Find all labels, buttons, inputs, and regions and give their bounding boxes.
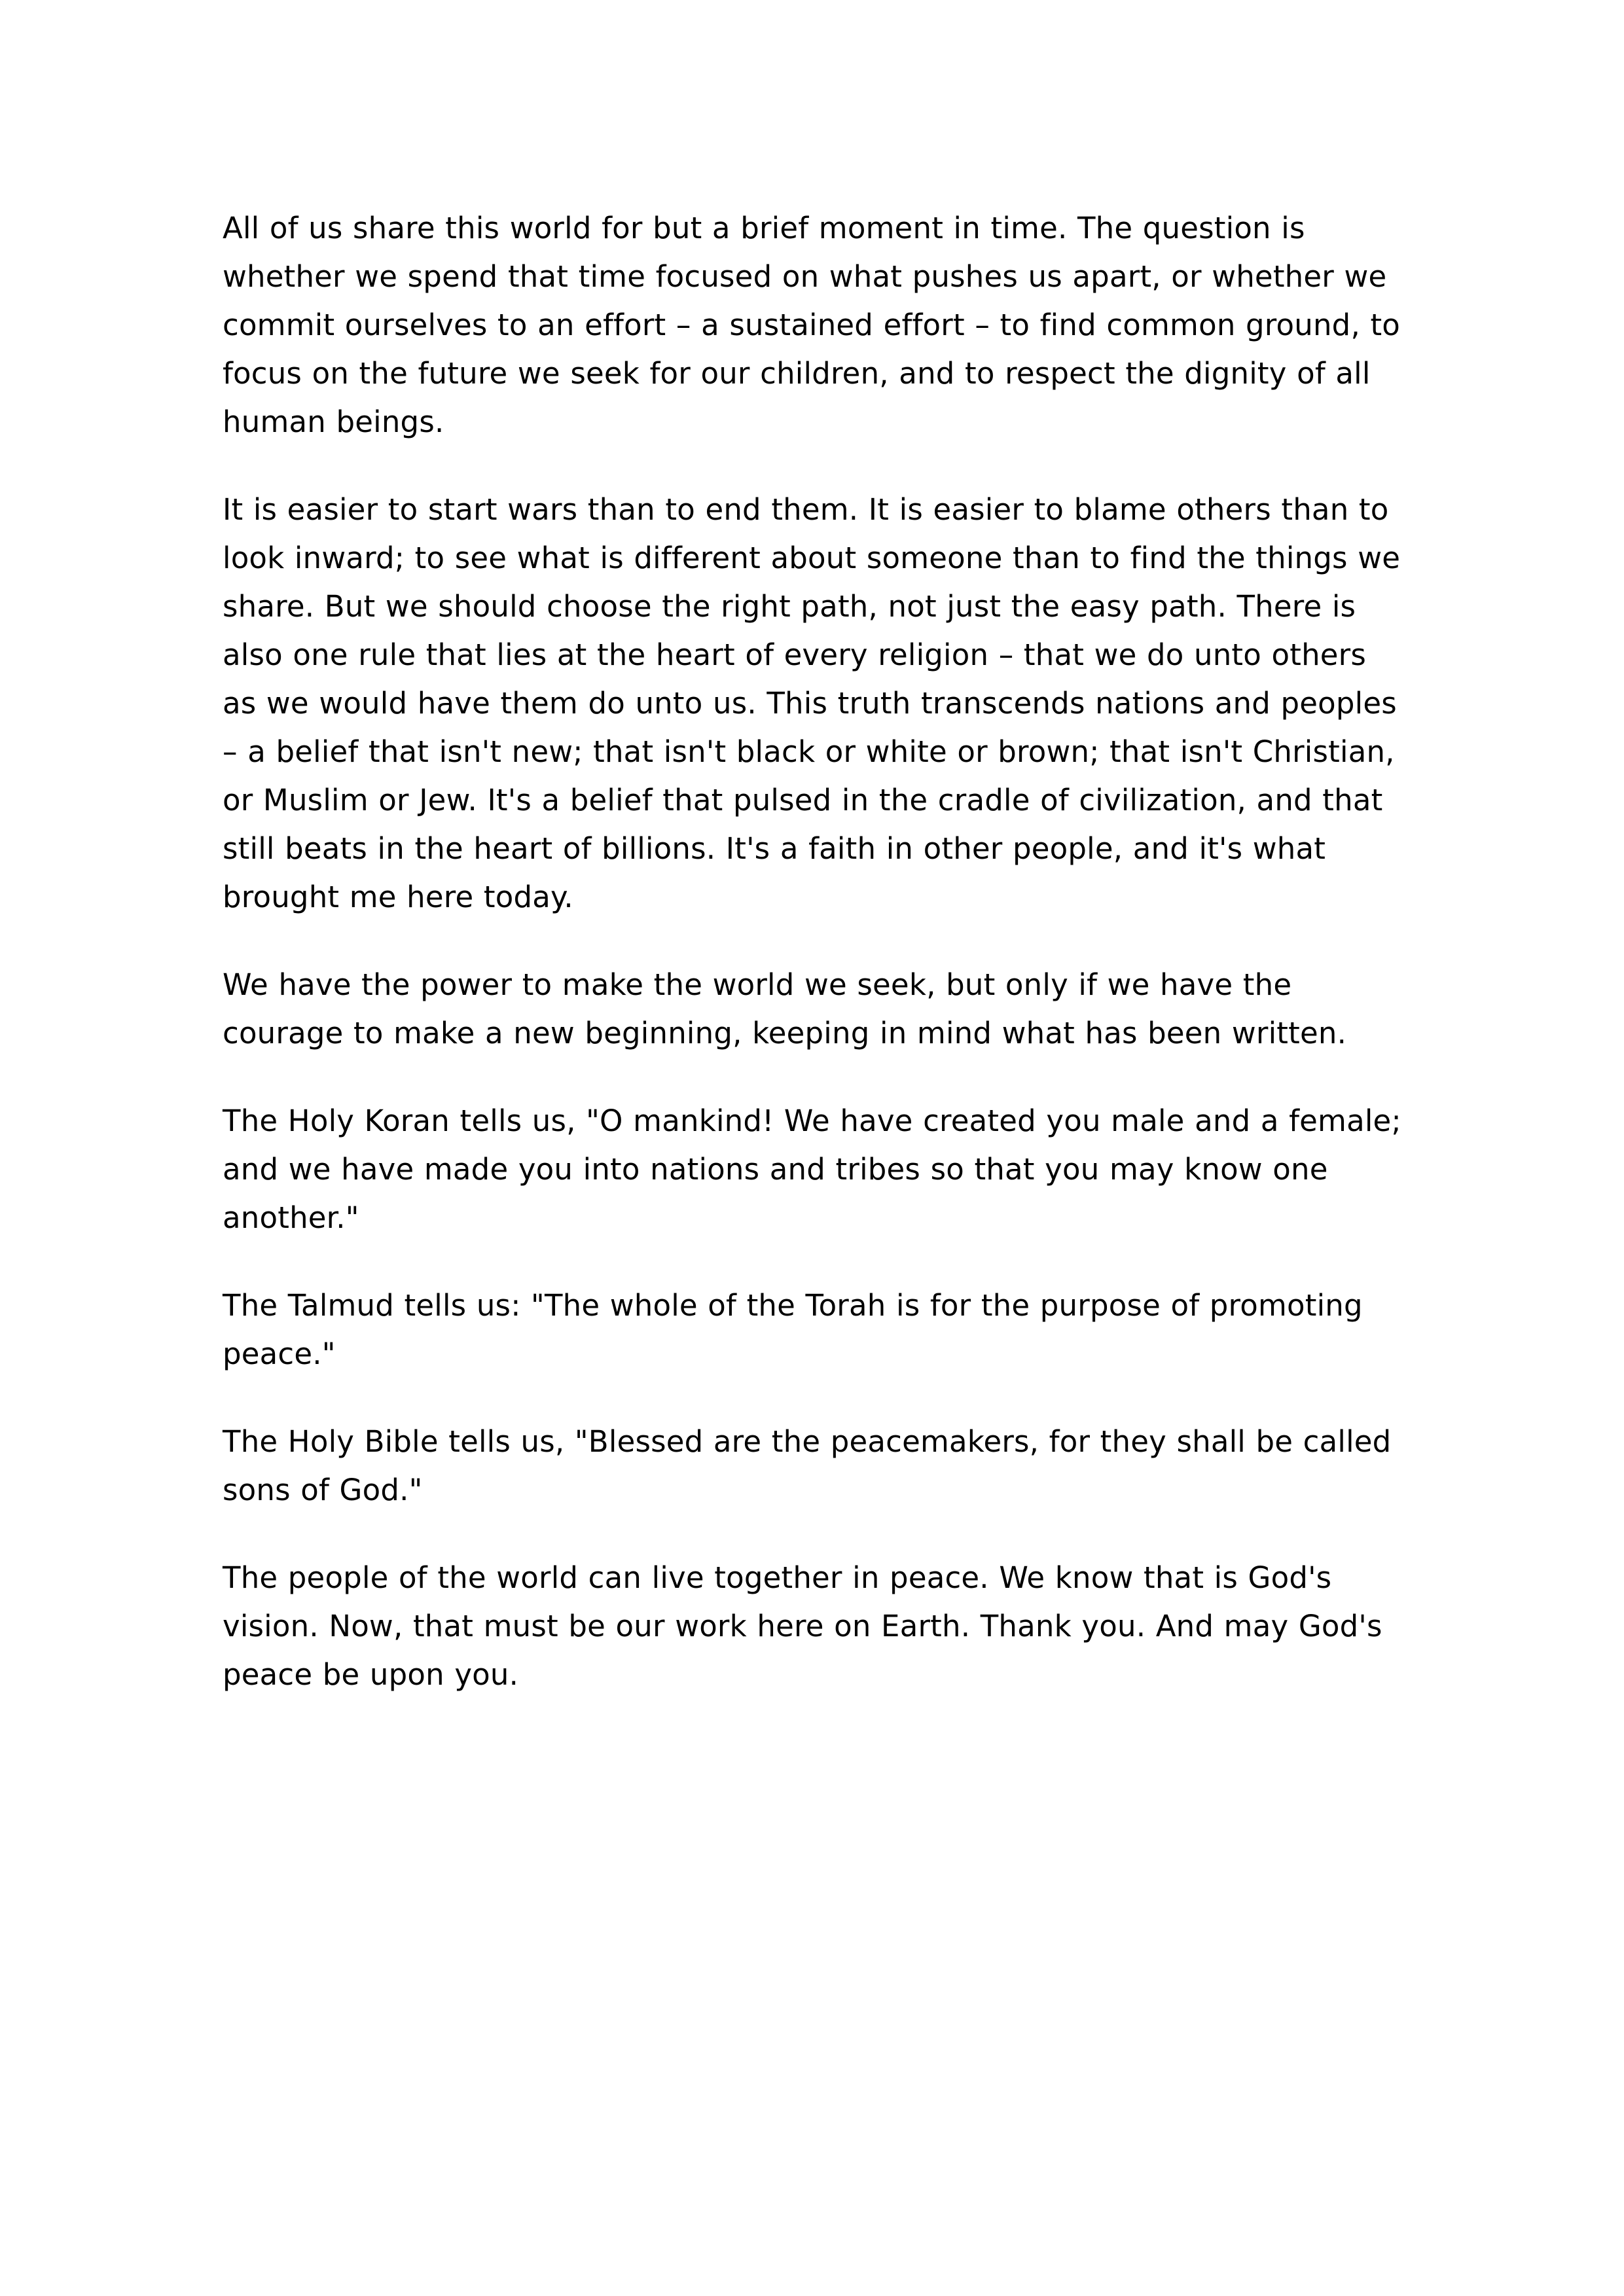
paragraph-6: The Holy Bible tells us, "Blessed are the peacemakers, for they shall be called sons of God." <box>223 1424 1392 1507</box>
paragraph-5: The Talmud tells us: "The whole of the Torah is for the purpose of promoting peace." <box>223 1288 1363 1371</box>
document-body <box>223 204 1409 1738</box>
paragraph-7: The people of the world can live together in peace. We know that is God's vision. Now, that must be our work here on Earth. Thank you. And may God's peace be upon you. <box>223 1560 1382 1692</box>
paragraph-2: It is easier to start wars than to end them. It is easier to blame others than to look inward; to see what is different about someone than to find the things we share. But we should choose the right path, not just the easy path. There is also one rule that lies at the heart of every religion – that we do unto others as we would have them do unto us. This truth transcends nations and peoples – a belief that isn't new; that isn't black or white or brown; that isn't Christian, or Muslim or Jew. It's a belief that pulsed in the cradle of civilization, and that still beats in the heart of billions. It's a faith in other people, and it's what brought me here today. <box>223 492 1401 914</box>
paragraph-1: All of us share this world for but a brief moment in time. The question is whether we spend that time focused on what pushes us apart, or whether we commit ourselves to an effort – a sustained effort – to find common ground, to focus on the future we seek for our children, and to respect the dignity of all human beings. <box>223 211 1401 439</box>
paragraph-4: The Holy Koran tells us, "O mankind! We have created you male and a female; and we have made you into nations and tribes so that you may know one another." <box>223 1103 1401 1235</box>
paragraph-3: We have the power to make the world we seek, but only if we have the courage to make a new beginning, keeping in mind what has been written. <box>223 967 1347 1050</box>
